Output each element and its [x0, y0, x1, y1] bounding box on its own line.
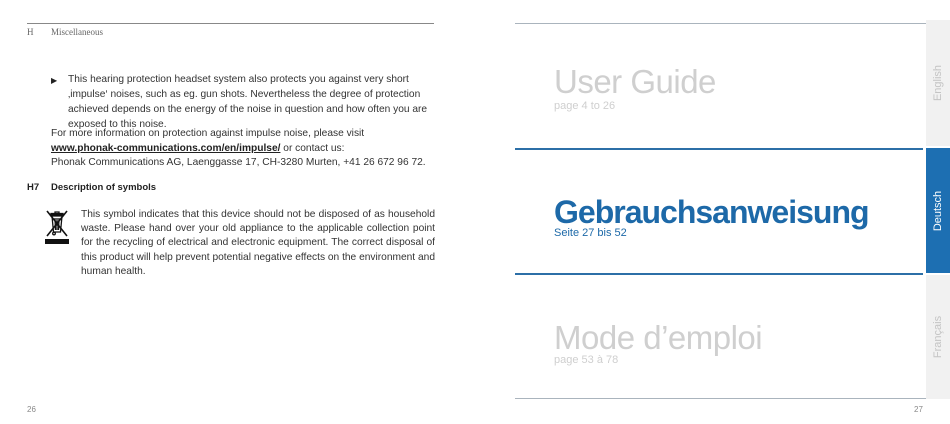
divider-rule: [515, 148, 923, 150]
english-page-range: page 4 to 26: [554, 100, 616, 112]
tab-deutsch-label: Deutsch: [932, 190, 944, 231]
bottom-rule: [515, 398, 926, 399]
info-paragraph: [51, 127, 434, 171]
tab-english[interactable]: [926, 20, 950, 146]
right-page: [475, 0, 950, 424]
info-link-line: [51, 142, 434, 157]
info-line: For more information on protection against impulse noise, please visit: [51, 128, 365, 139]
top-rule: [515, 23, 926, 24]
german-guide-title: Gebrauchsanweisung: [554, 194, 869, 230]
symbol-description: This symbol indicates that this device should not be disposed of as household waste. Please hand over your old appliance to the applicable collection point for the recycling of electrical and electronic equipment. The correct disposal of this product will help prevent potential negative effects on the environment and human health.: [81, 209, 435, 277]
german-page-range: Seite 27 bis 52: [554, 227, 627, 239]
tab-francais-label: Français: [932, 315, 944, 359]
crossed-bin-icon: [44, 208, 70, 246]
info-link-suffix: or contact us:: [280, 142, 345, 154]
contact-address: Phonak Communications AG, Laenggasse 17, CH-3280 Murten, +41 26 672 96 72.: [51, 157, 426, 168]
chapter-letter: H: [27, 27, 34, 37]
tab-francais[interactable]: [926, 275, 950, 399]
section-number: H7: [27, 182, 40, 193]
bullet-arrow-icon: ▶: [51, 76, 58, 85]
tab-english-label: English: [932, 64, 944, 102]
chapter-title: Miscellaneous: [51, 27, 103, 37]
impulse-info-link[interactable]: www.phonak-communications.com/en/impulse/: [51, 142, 281, 154]
french-page-range: page 53 à 78: [554, 354, 619, 366]
impulse-noise-paragraph: This hearing protection headset system also protects you against very short ‚impulse‘ noises, such as eg. gun shots. Nevertheless the degree of protection achieved depends on the energy of the noise in question and how often you are exposed to this noise.: [68, 74, 428, 130]
tab-deutsch[interactable]: [926, 148, 950, 273]
header-rule: [27, 23, 434, 24]
page-number-right: 27: [914, 405, 923, 414]
divider-rule: [515, 273, 923, 275]
page-number-left: 26: [27, 405, 36, 414]
english-guide-title: User Guide: [554, 63, 716, 100]
french-guide-title: Mode d’emploi: [554, 319, 763, 356]
section-title: Description of symbols: [51, 182, 157, 193]
